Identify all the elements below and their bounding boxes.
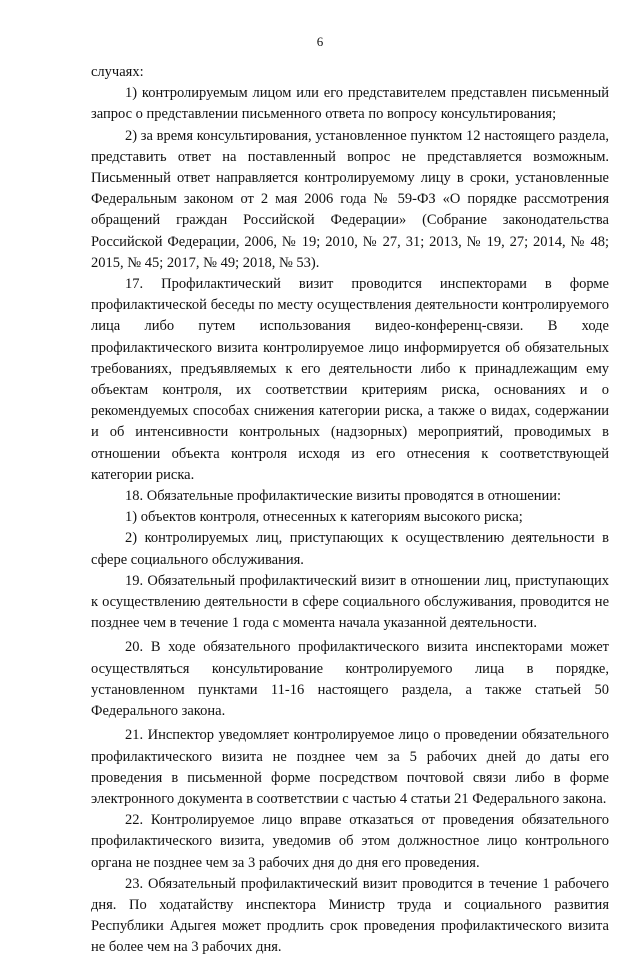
paragraph-18-item-2: 2) контролируемых лиц, приступающих к осуществлению деятельности в сфере социального обслуживания. <box>91 530 609 568</box>
paragraph-19: 19. Обязательный профилактический визит в отношении лиц, приступающих к осуществлению деятельности в сфере социального обслуживания, проводится не позднее чем в течение 1 года с момента начала указанной деятельности. <box>91 572 609 632</box>
paragraph-23: 23. Обязательный профилактический визит проводится в течение 1 рабочего дня. По ходатайству инспектора Министр труда и социального развития Республики Адыгея может продлить срок проведения профилактического визита не более чем на 3 рабочих дня. <box>91 875 609 956</box>
paragraph-intro: случаях: <box>91 64 144 80</box>
document-body <box>91 62 609 959</box>
paragraph-18-item-1: 1) объектов контроля, отнесенных к категориям высокого риска; <box>125 509 523 526</box>
paragraph-22: 22. Контролируемое лицо вправе отказаться от проведения обязательного профилактического визита, уведомив об этом должностное лицо контрольного органа не позднее чем за 3 рабочих дня до дня его проведения. <box>91 812 609 871</box>
paragraph-21: 21. Инспектор уведомляет контролируемое лицо о проведении обязательного профилактического визита не позднее чем за 5 рабочих дней до даты его проведения в письменной форме посредством почтовой связи либо в форме электронного документа в соответствии с частью 4 статьи 21 Федерального закона. <box>91 727 609 807</box>
paragraph-18: 18. Обязательные профилактические визиты проводятся в отношении: <box>125 488 562 505</box>
page-number: 6 <box>316 34 324 49</box>
paragraph-item-1: 1) контролируемым лицом или его представителем представлен письменный запрос о представлении письменного ответа по вопросу консультирования; <box>91 85 609 123</box>
paragraph-17: 17. Профилактический визит проводится инспекторами в форме профилактической беседы по месту осуществления деятельности контролируемого лица либо путем использования видео-конференц-связи. В ходе профилактического визита контролируемое лицо информируется об обязательных требованиях, предъявляемых к его деятельности либо к принадлежащим ему объектам контроля, их соответствии критериям риска, основаниях и о рекомендуемых способах снижения категории риска, а также о видах, содержании и об интенсивности контрольных (надзорных) мероприятий, проводимых в отношении объекта контроля исходя из его отнесения к соответствующей категории риска. <box>91 276 609 483</box>
paragraph-20: 20. В ходе обязательного профилактического визита инспекторами может осуществляться консультирование контролируемого лица в порядке, установленном пунктами 11-16 настоящего раздела, а также статьей 50 Федерального закона. <box>91 639 609 720</box>
paragraph-item-2: 2) за время консультирования, установленное пунктом 12 настоящего раздела, представить ответ на поставленный вопрос не представляется возможным. Письменный ответ направляется контролируемому лицу в сроки, установленные Федеральным законом от 2 мая 2006 года № 59-ФЗ «О порядке рассмотрения обращений граждан Российской Федерации» (Собрание законодательства Российской Федерации, 2006, № 19; 2010, № 27, 31; 2013, № 19, 27; 2014, № 48; 2015, № 45; 2017, № 49; 2018, № 53). <box>91 127 609 271</box>
